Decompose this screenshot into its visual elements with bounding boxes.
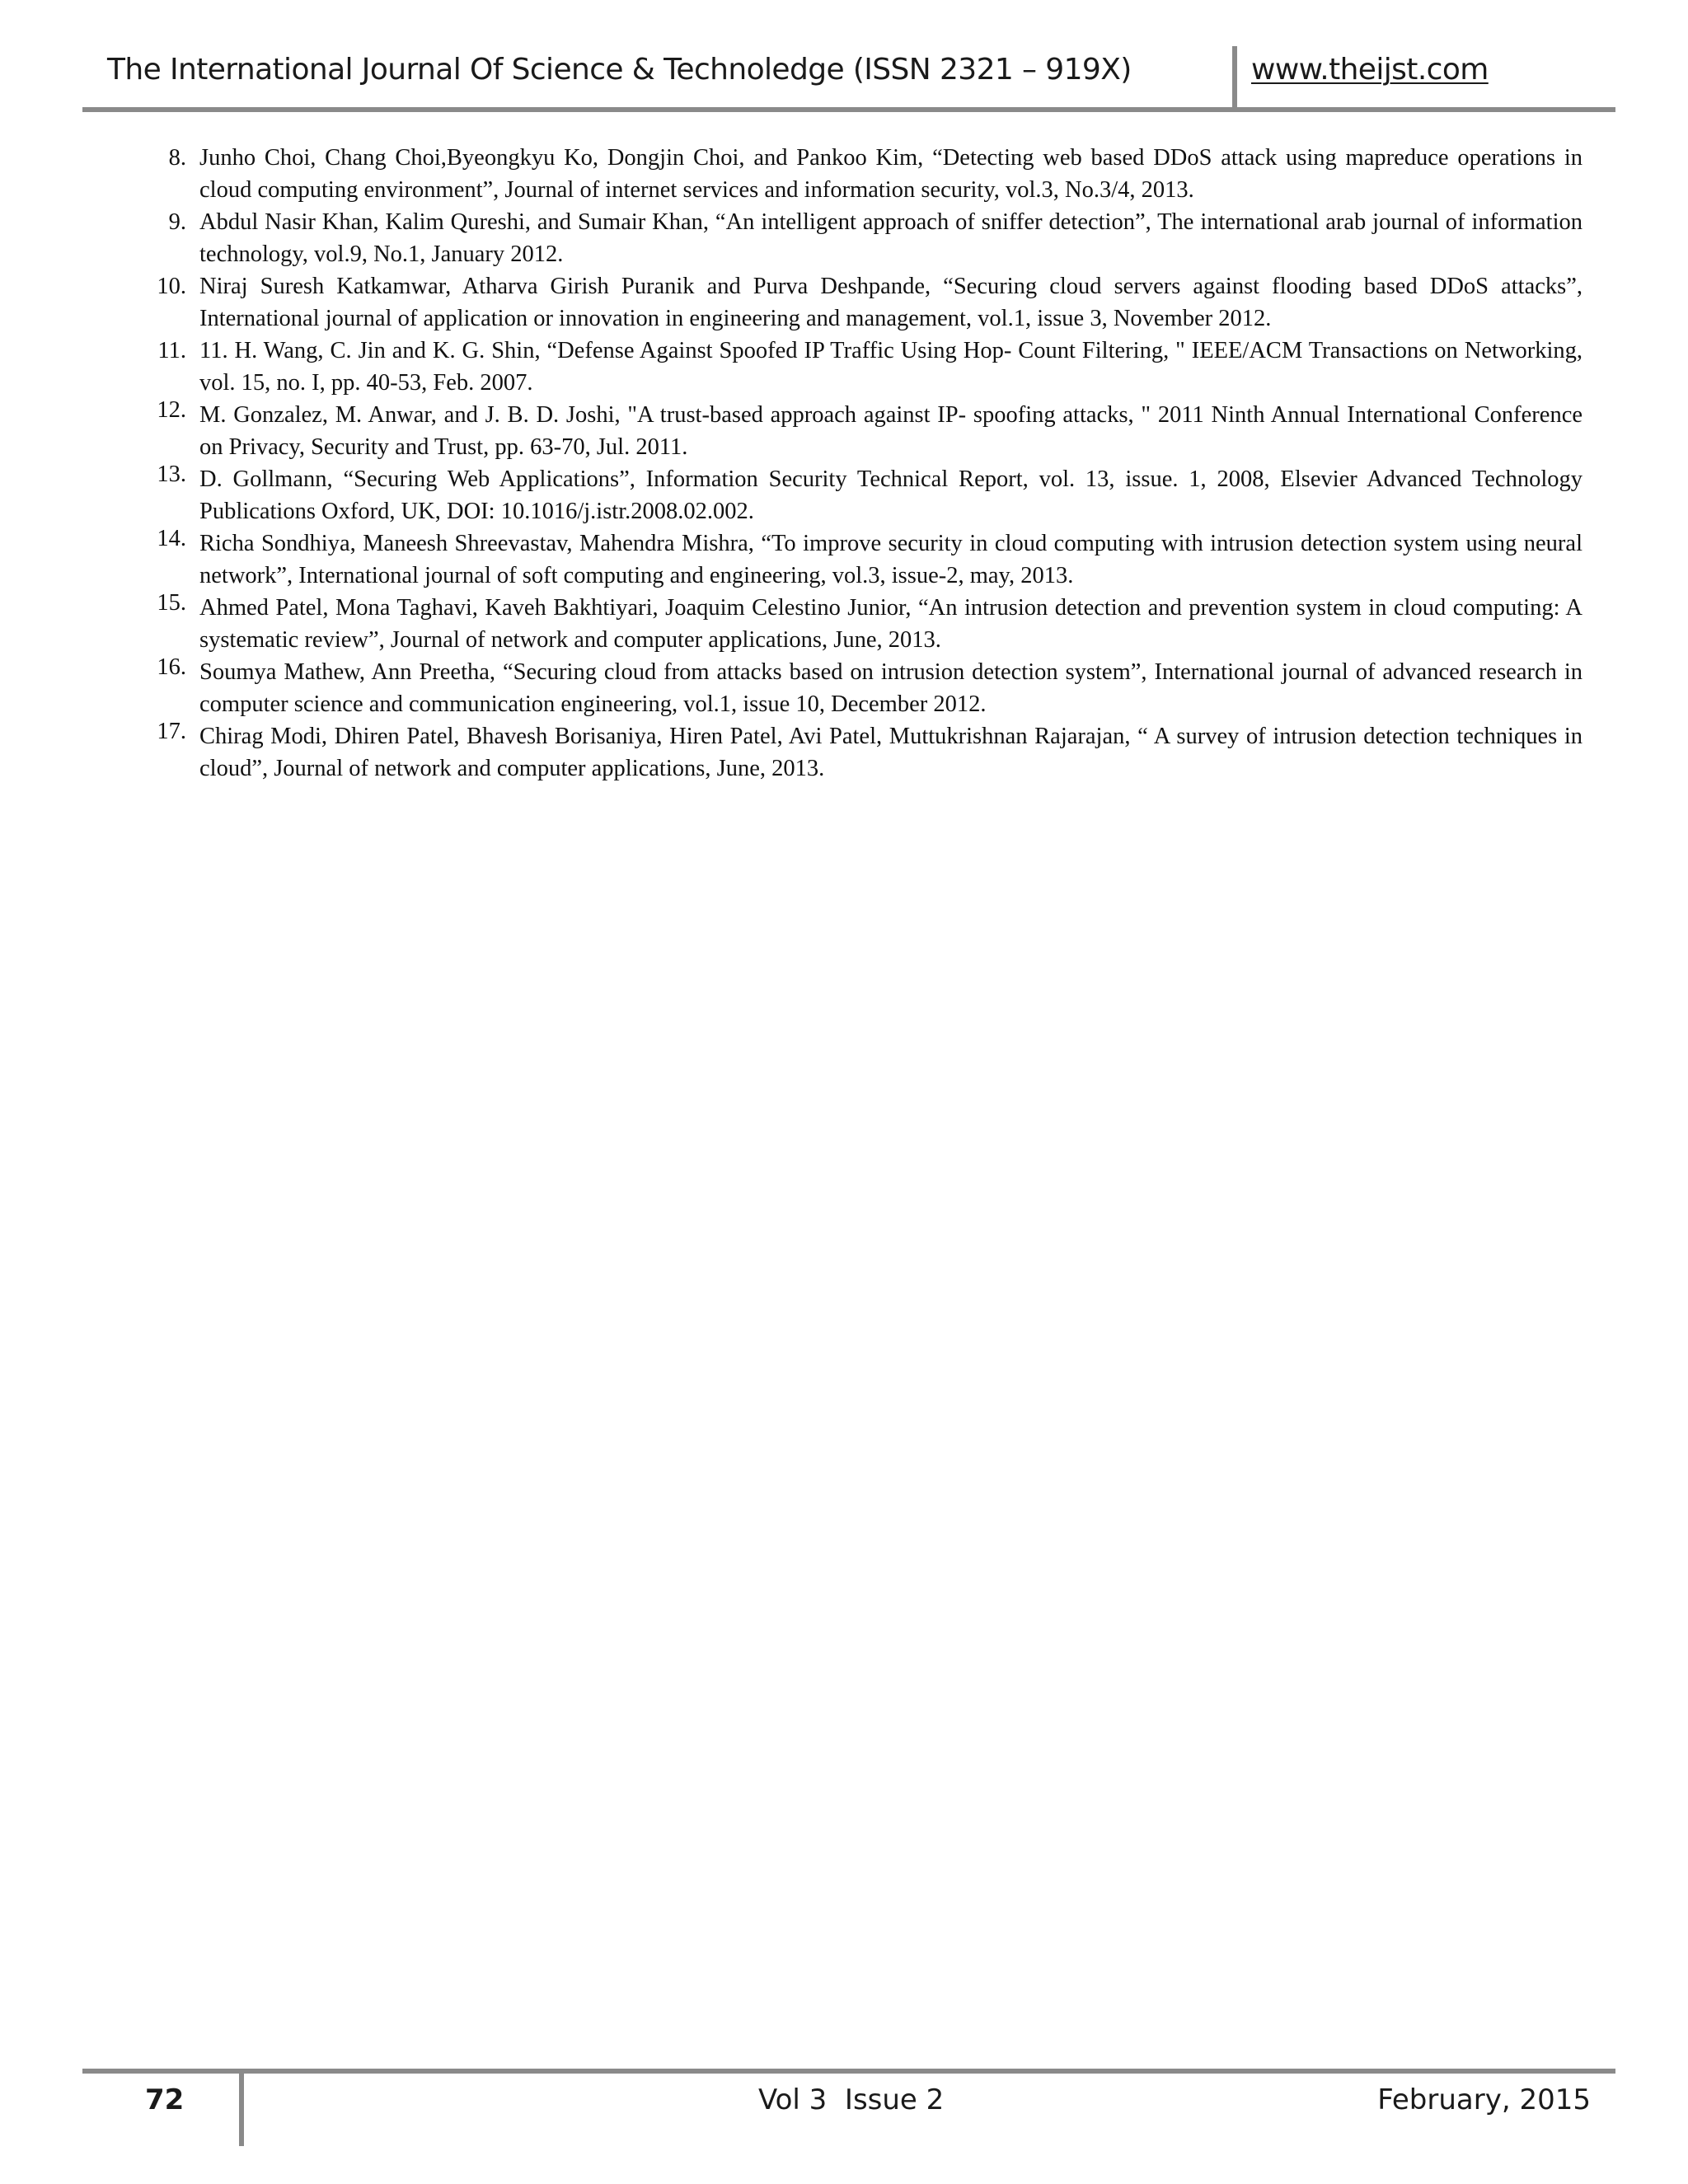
reference-text: 11. H. Wang, C. Jin and K. G. Shin, “Defense Against Spoofed IP Traffic Using Hop- Count Filtering, " IEEE/ACM Transactions on Networking, vol. 15, no. I, pp. 40-53, Feb. 2007. <box>199 338 1582 396</box>
reference-text: Niraj Suresh Katkamwar, Atharva Girish Puranik and Purva Deshpande, “Securing cloud servers against flooding based DDoS attacks”, International journal of application or innovation in engineering and management, vol.1, issue 3, November 2012. <box>199 274 1582 331</box>
publication-date: February, 2015 <box>1377 2083 1591 2116</box>
header-rule <box>82 107 1615 112</box>
page-footer <box>82 2069 1615 2159</box>
reference-item <box>140 527 1582 592</box>
reference-number: 11. <box>157 338 186 363</box>
reference-item <box>140 206 1582 270</box>
reference-text: Chirag Modi, Dhiren Patel, Bhavesh Borisaniya, Hiren Patel, Avi Patel, Muttukrishnan Rajarajan, “ A survey of intrusion detection techniques in cloud”, Journal of network and computer applications, June, 2013. <box>199 724 1582 781</box>
footer-divider <box>239 2074 244 2146</box>
reference-number: 12. <box>157 397 186 423</box>
reference-text: Soumya Mathew, Ann Preetha, “Securing cloud from attacks based on intrusion detection system”, International journal of advanced research in computer science and communication engineering, vol.1, issue 10, December 2012. <box>199 659 1582 717</box>
reference-number: 13. <box>157 462 186 487</box>
page-number: 72 <box>145 2083 185 2116</box>
volume-issue: Vol 3 Issue 2 <box>758 2083 945 2116</box>
reference-number: 17. <box>157 719 186 744</box>
references-list <box>140 142 1582 785</box>
reference-text: Ahmed Patel, Mona Taghavi, Kaveh Bakhtiyari, Joaquim Celestino Junior, “An intrusion detection and prevention system in cloud computing: A systematic review”, Journal of network and computer applications, June, 2013. <box>199 595 1582 653</box>
reference-text: D. Gollmann, “Securing Web Applications”, Information Security Technical Report, vol. 13, issue. 1, 2008, Elsevier Advanced Technology Publications Oxford, UK, DOI: 10.1016/j.istr.2008.02.002. <box>199 466 1582 524</box>
reference-item <box>140 399 1582 463</box>
reference-item <box>140 142 1582 206</box>
reference-text: M. Gonzalez, M. Anwar, and J. B. D. Joshi, "A trust-based approach against IP- spoofing attacks, " 2011 Ninth Annual International Conference on Privacy, Security and Trust, pp. 63-70, Jul. 2011. <box>199 402 1582 460</box>
reference-text: Abdul Nasir Khan, Kalim Qureshi, and Sumair Khan, “An intelligent approach of sniffer detection”, The international arab journal of information technology, vol.9, No.1, January 2012. <box>199 209 1582 267</box>
reference-number: 14. <box>157 526 186 551</box>
reference-item <box>140 335 1582 399</box>
reference-number: 15. <box>157 590 186 616</box>
reference-item <box>140 656 1582 720</box>
journal-title: The International Journal Of Science & Technoledge (ISSN 2321 – 919X) <box>107 53 1132 87</box>
footer-rule <box>82 2069 1615 2074</box>
page-header <box>82 43 1615 117</box>
reference-text: Junho Choi, Chang Choi,Byeongkyu Ko, Dongjin Choi, and Pankoo Kim, “Detecting web based DDoS attack using mapreduce operations in cloud computing environment”, Journal of internet services and information security, vol.3, No.3/4, 2013. <box>199 145 1582 203</box>
header-divider <box>1232 46 1237 109</box>
reference-number: 8. <box>168 145 186 171</box>
reference-number: 10. <box>157 274 186 299</box>
reference-text: Richa Sondhiya, Maneesh Shreevastav, Mahendra Mishra, “To improve security in cloud computing with intrusion detection system using neural network”, International journal of soft computing and engineering, vol.3, issue-2, may, 2013. <box>199 531 1582 588</box>
reference-item <box>140 270 1582 335</box>
reference-item <box>140 592 1582 656</box>
reference-item <box>140 463 1582 527</box>
reference-number: 9. <box>168 209 186 235</box>
journal-website-link[interactable]: www.theijst.com <box>1251 53 1489 87</box>
reference-number: 16. <box>157 654 186 680</box>
reference-item <box>140 720 1582 785</box>
